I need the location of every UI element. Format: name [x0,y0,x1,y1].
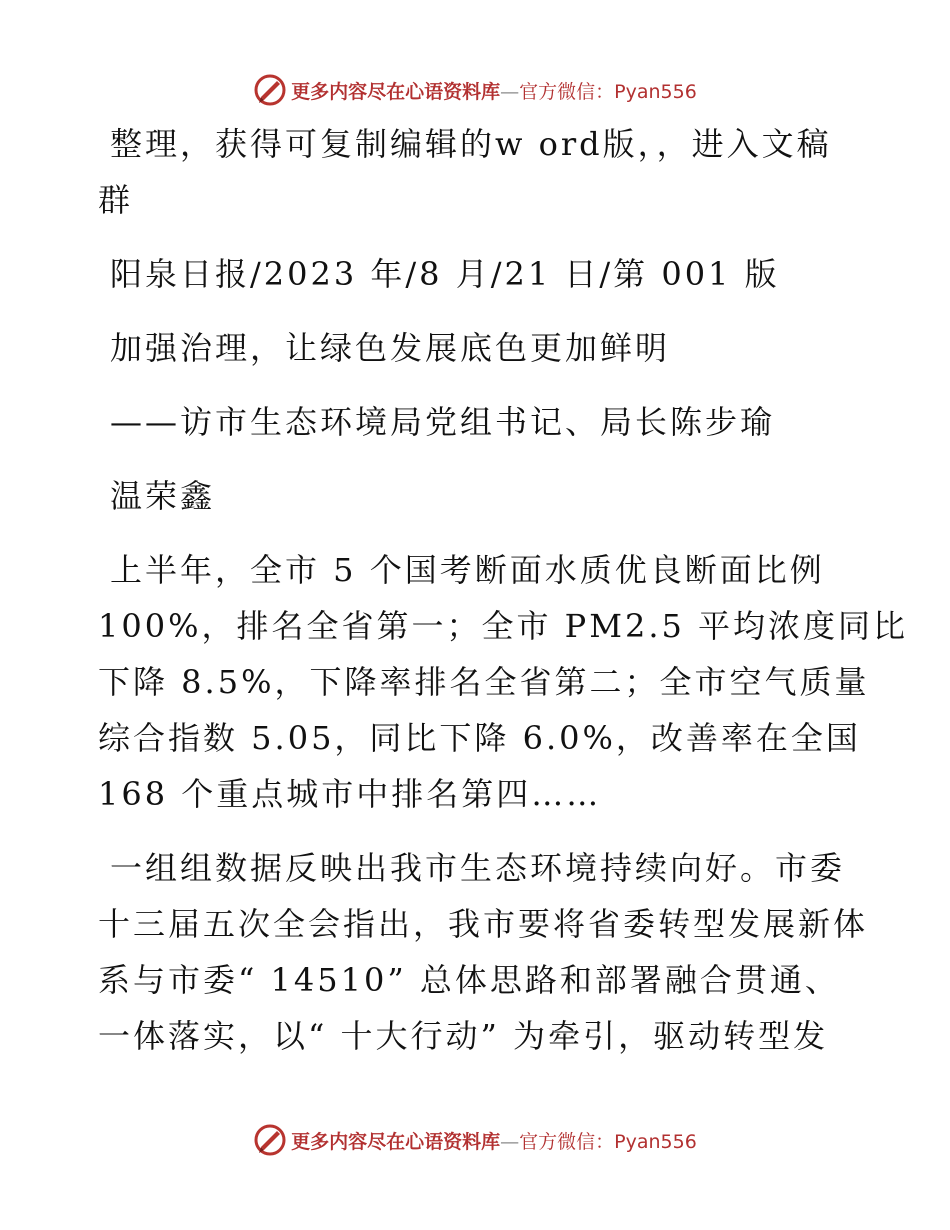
article-title [98,320,868,376]
pen-quill-logo-icon [253,73,287,107]
text-line: 100%，排名全省第一；全市 PM2.5 平均浓度同比 [98,607,909,645]
text-line: 十三届五次全会指出，我市要将省委转型发展新体 [98,905,869,943]
footer-banner [0,1120,950,1160]
pen-quill-logo-icon [253,1123,287,1157]
text-line: 下降 8.5%，下降率排名全省第二；全市空气质量 [98,663,870,701]
document-body [98,116,909,1082]
banner-wechat: 官方微信：Pyan556 [519,80,697,103]
article-subtitle [98,394,868,450]
text-line: 上半年，全市 5 个国考断面水质优良断面比例 [110,551,825,589]
paragraph-source [98,246,868,302]
paragraph-note [98,116,868,228]
text-line: 综合指数 5.05，同比下降 6.0%，改善率在全国 [98,719,861,757]
text-line: 阳泉日报/2023 年/8 月/21 日/第 001 版 [110,255,780,293]
text-line: 整理，获得可复制编辑的w ord版，，进入文稿 [110,125,832,163]
text-line: 加强治理，让绿色发展底色更加鲜明 [110,329,671,367]
paragraph-stats [98,542,909,822]
banner-wechat: 官方微信：Pyan556 [519,1130,697,1153]
text-line: 168 个重点城市中排名第四…… [98,775,602,813]
text-line: 系与市委“ 14510” 总体思路和部署融合贯通、 [98,961,840,999]
text-line: ——访市生态环境局党组书记、局长陈步瑜 [110,403,776,441]
header-banner [0,70,950,110]
text-line: 群 [98,181,134,219]
banner-title: 更多内容尽在心语资料库 [291,1130,501,1153]
paragraph-body [98,840,868,1064]
banner-title: 更多内容尽在心语资料库 [291,80,501,103]
article-author [98,468,868,524]
banner-separator: — [500,1130,520,1153]
banner-separator: — [500,80,520,103]
text-line: 温荣鑫 [110,477,216,515]
text-line: 一体落实，以“ 十大行动” 为牵引，驱动转型发 [98,1017,829,1055]
text-line: 一组组数据反映出我市生态环境持续向好。市委 [110,849,846,887]
